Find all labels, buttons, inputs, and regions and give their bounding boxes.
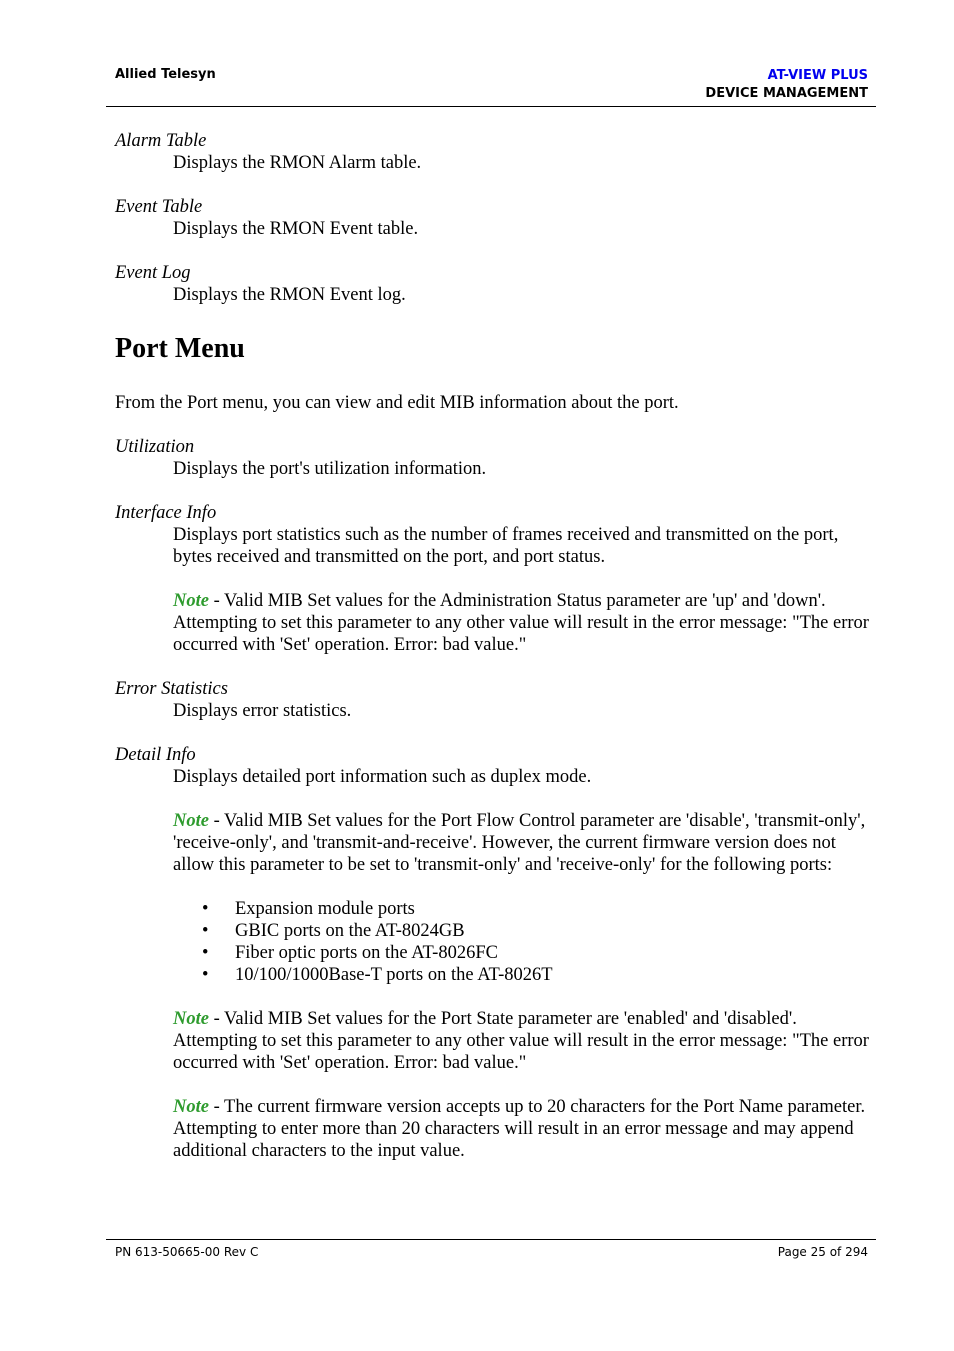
detail-info-desc: Displays detailed port information such as duplex mode. [173,767,592,787]
note-label: Note [173,1009,209,1029]
list-item: • GBIC ports on the AT-8024GB [235,920,875,942]
port-state-note [173,1008,875,1074]
header-divider [106,106,876,107]
note-text: - Valid MIB Set values for the Port State parameter are 'enabled' and 'disabled'. Attempting to set this parameter to any other value will result in the error message: "The error occurred with 'Set' operation. Error: bad value." [173,1009,869,1073]
page-content [115,130,875,1162]
utilization-desc: Displays the port's utilization information. [173,459,487,479]
flow-control-note [173,810,875,876]
header-section: DEVICE MANAGEMENT [705,86,868,101]
footer-page-number: Page 25 of 294 [777,1245,868,1259]
event-log-desc: Displays the RMON Event log. [173,285,406,305]
section-heading: Port Menu [115,333,245,364]
error-statistics-desc: Displays error statistics. [173,701,352,721]
alarm-table-term: Alarm Table [115,131,207,151]
detail-info-term: Detail Info [115,745,196,765]
error-statistics-term: Error Statistics [115,679,228,699]
port-list [173,898,875,986]
port-menu-intro: From the Port menu, you can view and edit MIB information about the port. [115,393,679,413]
list-item: • Expansion module ports [235,898,875,920]
note-text: - Valid MIB Set values for the Port Flow Control parameter are 'disable', 'transmit-only', 'receive-only', and 'transmit-and-receive'. However, the current firmware version does not allow this parameter to be set to 'transmit-only' and 'receive-only' for the following ports: [173,811,866,875]
event-table-term: Event Table [115,197,203,217]
port-name-note [173,1096,875,1162]
list-item: • 10/100/1000Base-T ports on the AT-8026T [235,964,875,986]
interface-info-desc: Displays port statistics such as the number of frames received and transmitted on the port, bytes received and transmitted on the port, and port status. [173,525,839,567]
note-label: Note [173,591,209,611]
interface-info-term: Interface Info [115,503,217,523]
footer-divider [106,1239,876,1240]
list-item: • Fiber optic ports on the AT-8026FC [235,942,875,964]
note-text: - The current firmware version accepts up to 20 characters for the Port Name parameter. Attempting to enter more than 20 characters will result in an error message and may append additional characters to the input value. [173,1097,866,1161]
header-title-block [705,67,868,103]
footer-part-number: PN 613-50665-00 Rev C [115,1245,259,1259]
header-company: Allied Telesyn [115,67,216,82]
header-product: AT-VIEW PLUS [767,68,868,83]
alarm-table-desc: Displays the RMON Alarm table. [173,153,422,173]
note-text: - Valid MIB Set values for the Administration Status parameter are 'up' and 'down'. Attempting to set this parameter to any other value will result in the error message: "The error occurred with 'Set' operation. Error: bad value." [173,591,869,655]
event-log-term: Event Log [115,263,191,283]
interface-info-note [173,590,875,656]
utilization-term: Utilization [115,437,195,457]
note-label: Note [173,811,209,831]
note-label: Note [173,1097,209,1117]
event-table-desc: Displays the RMON Event table. [173,219,419,239]
